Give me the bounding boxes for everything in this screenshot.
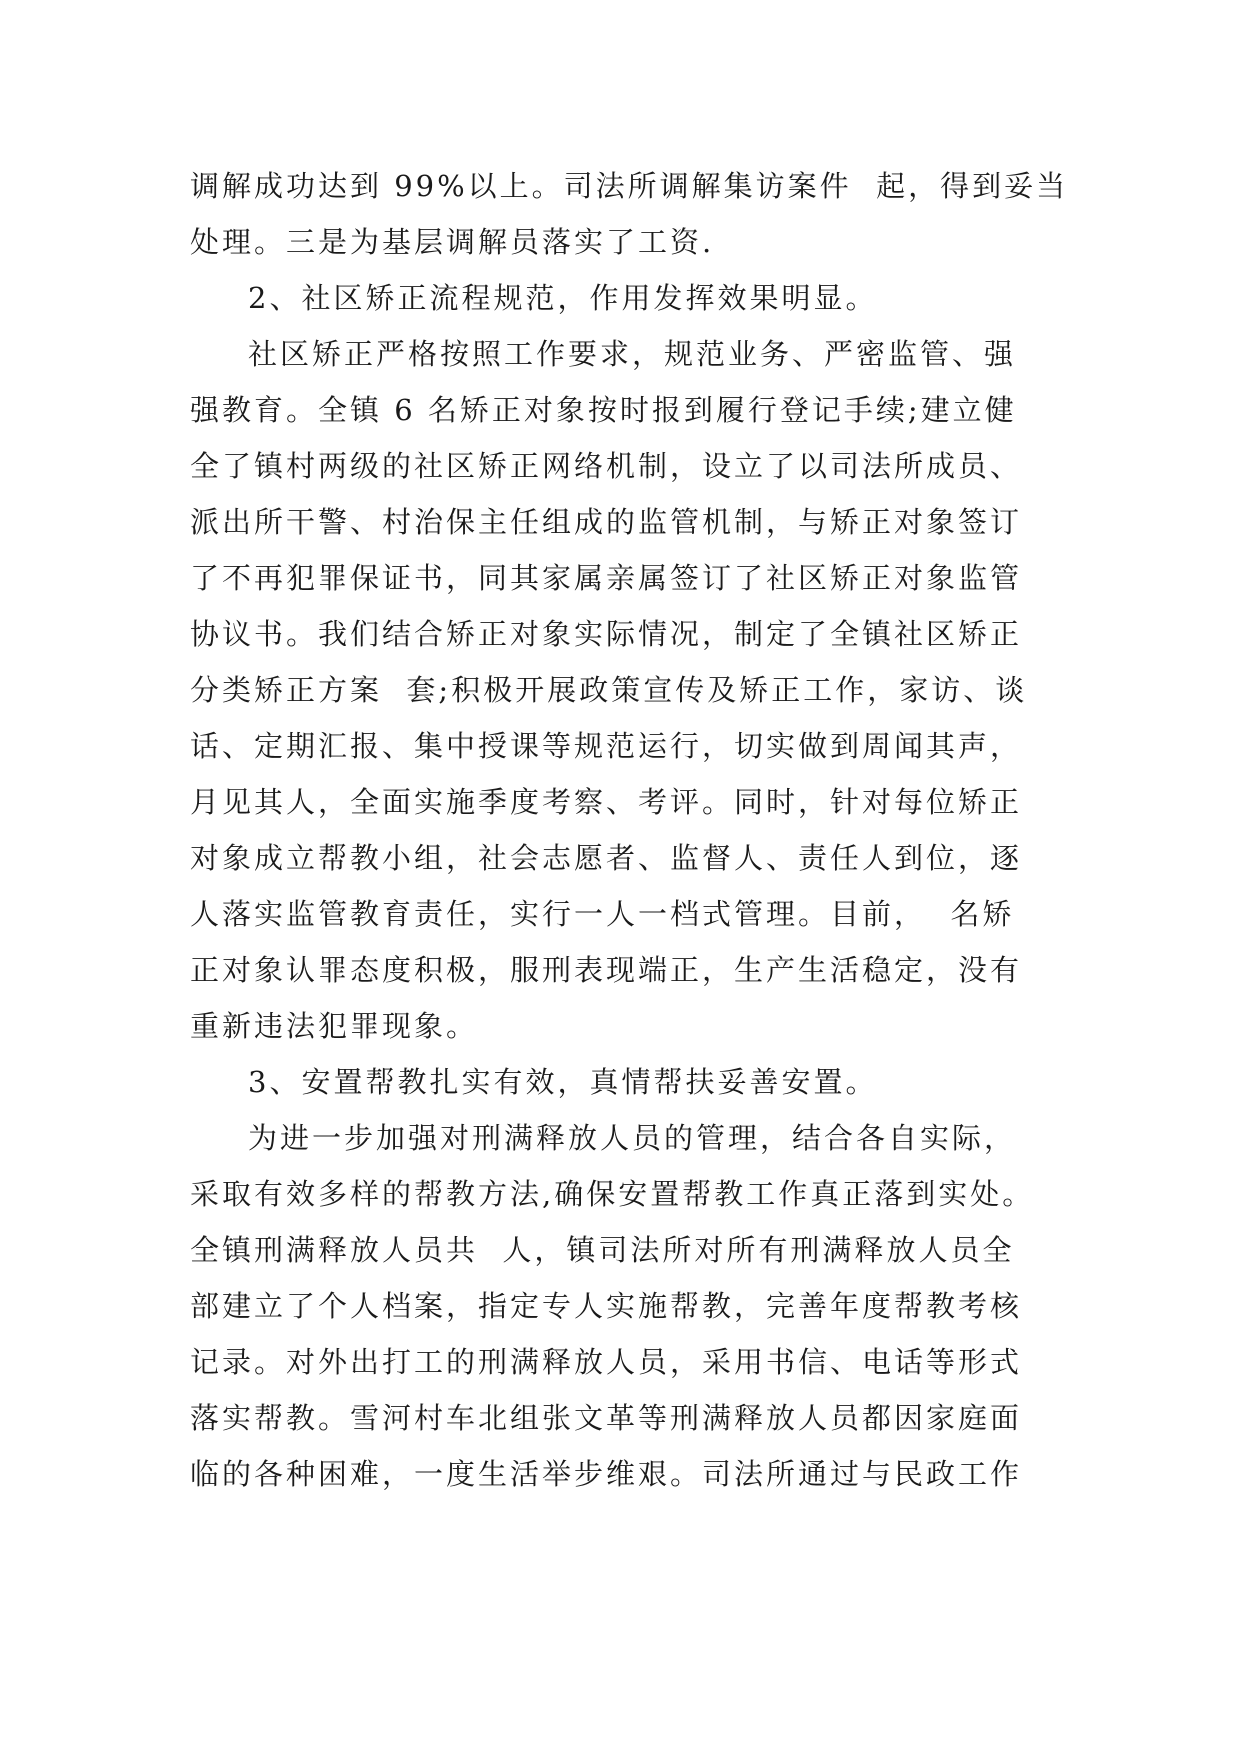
text-line-23: 落实帮教。雪河村车北组张文革等刑满释放人员都因家庭面 bbox=[190, 1401, 1023, 1435]
text-line-6: 全了镇村两级的社区矫正网络机制，设立了以司法所成员、 bbox=[190, 449, 1023, 483]
text-line-19: 采取有效多样的帮教方法,确保安置帮教工作真正落到实处。 bbox=[190, 1177, 1035, 1211]
text-line-20: 全镇刑满释放人员共 人，镇司法所对所有刑满释放人员全 bbox=[190, 1233, 1015, 1267]
text-line-16: 重新违法犯罪现象。 bbox=[190, 1009, 479, 1043]
text-line-2: 处理。三是为基层调解员落实了工资. bbox=[190, 225, 715, 259]
text-line-13: 对象成立帮教小组，社会志愿者、监督人、责任人到位，逐 bbox=[190, 841, 1023, 875]
section-heading-2: 2、社区矫正流程规范，作用发挥效果明显。 bbox=[248, 281, 878, 315]
text-line-7: 派出所干警、村治保主任组成的监管机制，与矫正对象签订 bbox=[190, 505, 1023, 539]
section-heading-3: 3、安置帮教扎实有效，真情帮扶妥善安置。 bbox=[248, 1065, 878, 1099]
document-body bbox=[190, 158, 1069, 1502]
text-line-21: 部建立了个人档案，指定专人实施帮教，完善年度帮教考核 bbox=[190, 1289, 1023, 1323]
text-line-1: 调解成功达到 99%以上。司法所调解集访案件 起，得到妥当 bbox=[190, 169, 1069, 203]
text-line-11: 话、定期汇报、集中授课等规范运行，切实做到周闻其声， bbox=[190, 729, 1023, 763]
text-line-18: 为进一步加强对刑满释放人员的管理，结合各自实际， bbox=[248, 1121, 1017, 1155]
text-line-8: 了不再犯罪保证书，同其家属亲属签订了社区矫正对象监管 bbox=[190, 561, 1023, 595]
text-line-9: 协议书。我们结合矫正对象实际情况，制定了全镇社区矫正 bbox=[190, 617, 1023, 651]
text-line-14: 人落实监管教育责任，实行一人一档式管理。目前， 名矫 bbox=[190, 897, 1015, 931]
text-line-5: 强教育。全镇 6 名矫正对象按时报到履行登记手续;建立健 bbox=[190, 393, 1017, 427]
text-line-15: 正对象认罪态度积极，服刑表现端正，生产生活稳定，没有 bbox=[190, 953, 1023, 987]
text-line-10: 分类矫正方案 套;积极开展政策宣传及矫正工作，家访、谈 bbox=[190, 673, 1028, 707]
text-line-24: 临的各种困难，一度生活举步维艰。司法所通过与民政工作 bbox=[190, 1457, 1023, 1491]
text-line-12: 月见其人，全面实施季度考察、考评。同时，针对每位矫正 bbox=[190, 785, 1023, 819]
text-line-4: 社区矫正严格按照工作要求，规范业务、严密监管、强 bbox=[248, 337, 1017, 371]
text-line-22: 记录。对外出打工的刑满释放人员，采用书信、电话等形式 bbox=[190, 1345, 1023, 1379]
